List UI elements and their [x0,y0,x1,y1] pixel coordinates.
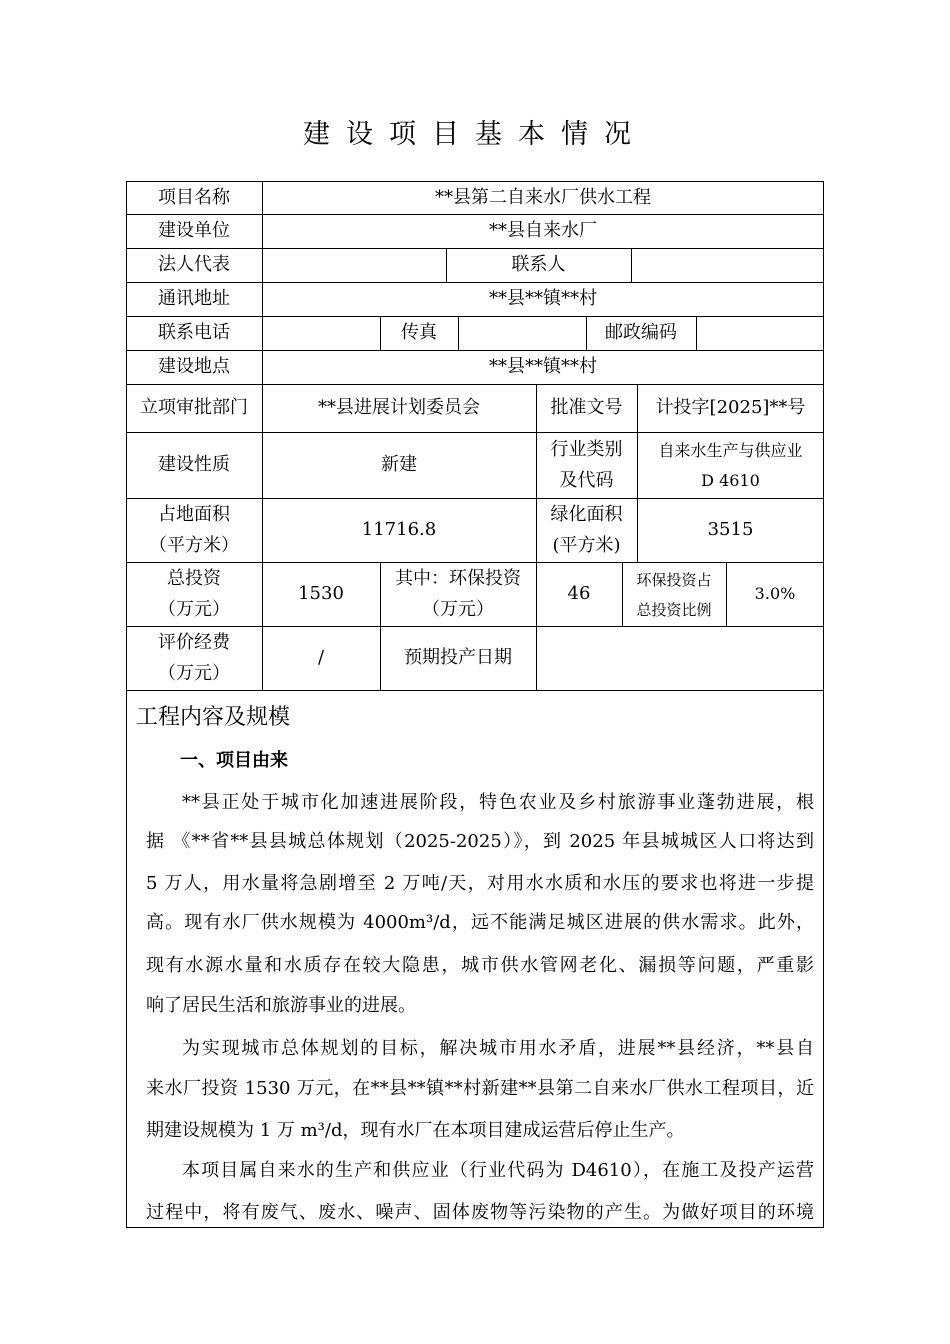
paragraph-line: 高。现有水厂供水规模为 4000m³/d，远不能满足城区进展的供水需求。此外， [146,912,814,933]
industry-value-line2: D 4610 [701,471,760,490]
site-label: 建设地点 [158,356,230,377]
invest-value: 1530 [298,583,344,604]
approval-no-label: 批准文号 [550,397,623,418]
fax-value [458,316,586,350]
paragraph-line: 过程中，将有废气、废水、噪声、固体废物等污染物的产生。为做好项目的环境 [146,1202,814,1223]
project-name-label: 项目名称 [158,186,230,208]
paragraph-line: 本项目属自来水的生产和供应业（行业代码为 D4610），在施工及投产运营 [182,1160,814,1181]
nature-label: 建设性质 [158,454,230,475]
eval-fee-label-line1: 评价经费 [158,632,230,653]
env-ratio-label-line1: 环保投资占 [636,571,712,589]
eval-fee-value: / [317,647,325,668]
env-invest-value: 46 [567,583,591,604]
row-divider [126,690,824,691]
green-label-line1: 绿化面积 [550,504,623,525]
nature-value: 新建 [381,454,417,475]
prod-date-label: 预期投产日期 [404,647,512,668]
green-value: 3515 [707,519,754,540]
eval-fee-label-line2: （万元） [158,663,230,684]
document-title: 建设项目基本情况 [303,119,647,150]
area-value: 11716.8 [361,519,437,540]
builder-value: **县自来水厂 [489,220,597,241]
postcode-label: 邮政编码 [605,322,677,343]
green-label-line2: (平方米) [552,535,621,556]
env-ratio-label-line2: 总投资比例 [636,601,712,619]
paragraph-line: 据 《**省**县县城总体规划（2025-2025）》，到 2025 年县城城区人口将达到 [146,831,814,852]
paragraph-line: 来水厂投资 1530 万元，在**县**镇**村新建**县第二自来水厂供水工程项目，近 [146,1078,814,1099]
paragraph-line: 现有水源水量和水质存在较大隐患，城市供水管网老化、漏损等问题，严重影 [146,955,814,976]
paragraph-line: 为实现城市总体规划的目标，解决城市用水矛盾，进展**县经济，**县自 [182,1038,814,1059]
section-title: 工程内容及规模 [136,705,291,730]
address-label: 通讯地址 [158,288,230,309]
builder-label: 建设单位 [158,220,230,241]
approval-dept-label: 立项审批部门 [140,397,248,418]
address-value: **县**镇**村 [489,288,597,309]
industry-label-line2: 及代码 [559,470,614,491]
area-label-line2: （平方米） [149,535,239,556]
paragraph-line: 响了居民生活和旅游事业的进展。 [146,995,416,1016]
invest-label-line1: 总投资 [167,568,221,589]
legal-rep-value [262,248,446,282]
fax-label: 传真 [401,322,437,343]
env-invest-label-line2: （万元） [422,599,494,620]
env-invest-label-line1: 其中：环保投资 [395,568,521,589]
site-value: **县**镇**村 [489,356,597,377]
invest-label-line2: （万元） [158,599,230,620]
legal-rep-label: 法人代表 [158,254,230,275]
industry-label-line1: 行业类别 [550,439,623,460]
project-name-value: **县第二自来水厂供水工程 [435,186,651,208]
approval-dept-value: **县进展计划委员会 [318,397,480,418]
postcode-value [696,316,824,350]
subsection-title: 一、项目由来 [180,750,288,771]
prod-date-value [536,626,824,690]
approval-no-value: 计投字[2025]**号 [655,397,806,418]
paragraph-line: **县正处于城市化加速进展阶段，特色农业及乡村旅游事业蓬勃进展，根 [182,792,814,813]
paragraph-line: 期建设规模为 1 万 m³/d，现有水厂在本项目建成运营后停止生产。 [146,1120,685,1141]
paragraph-line: 5 万人，用水量将急剧增至 2 万吨/天，对用水水质和水压的要求也将进一步提 [146,873,814,894]
contact-label: 联系人 [511,254,566,275]
contact-value [631,248,824,282]
phone-label: 联系电话 [158,322,230,343]
phone-value [262,316,380,350]
env-ratio-value: 3.0% [754,584,796,603]
area-label-line1: 占地面积 [158,504,230,525]
industry-value-line1: 自来水生产与供应业 [658,441,803,460]
